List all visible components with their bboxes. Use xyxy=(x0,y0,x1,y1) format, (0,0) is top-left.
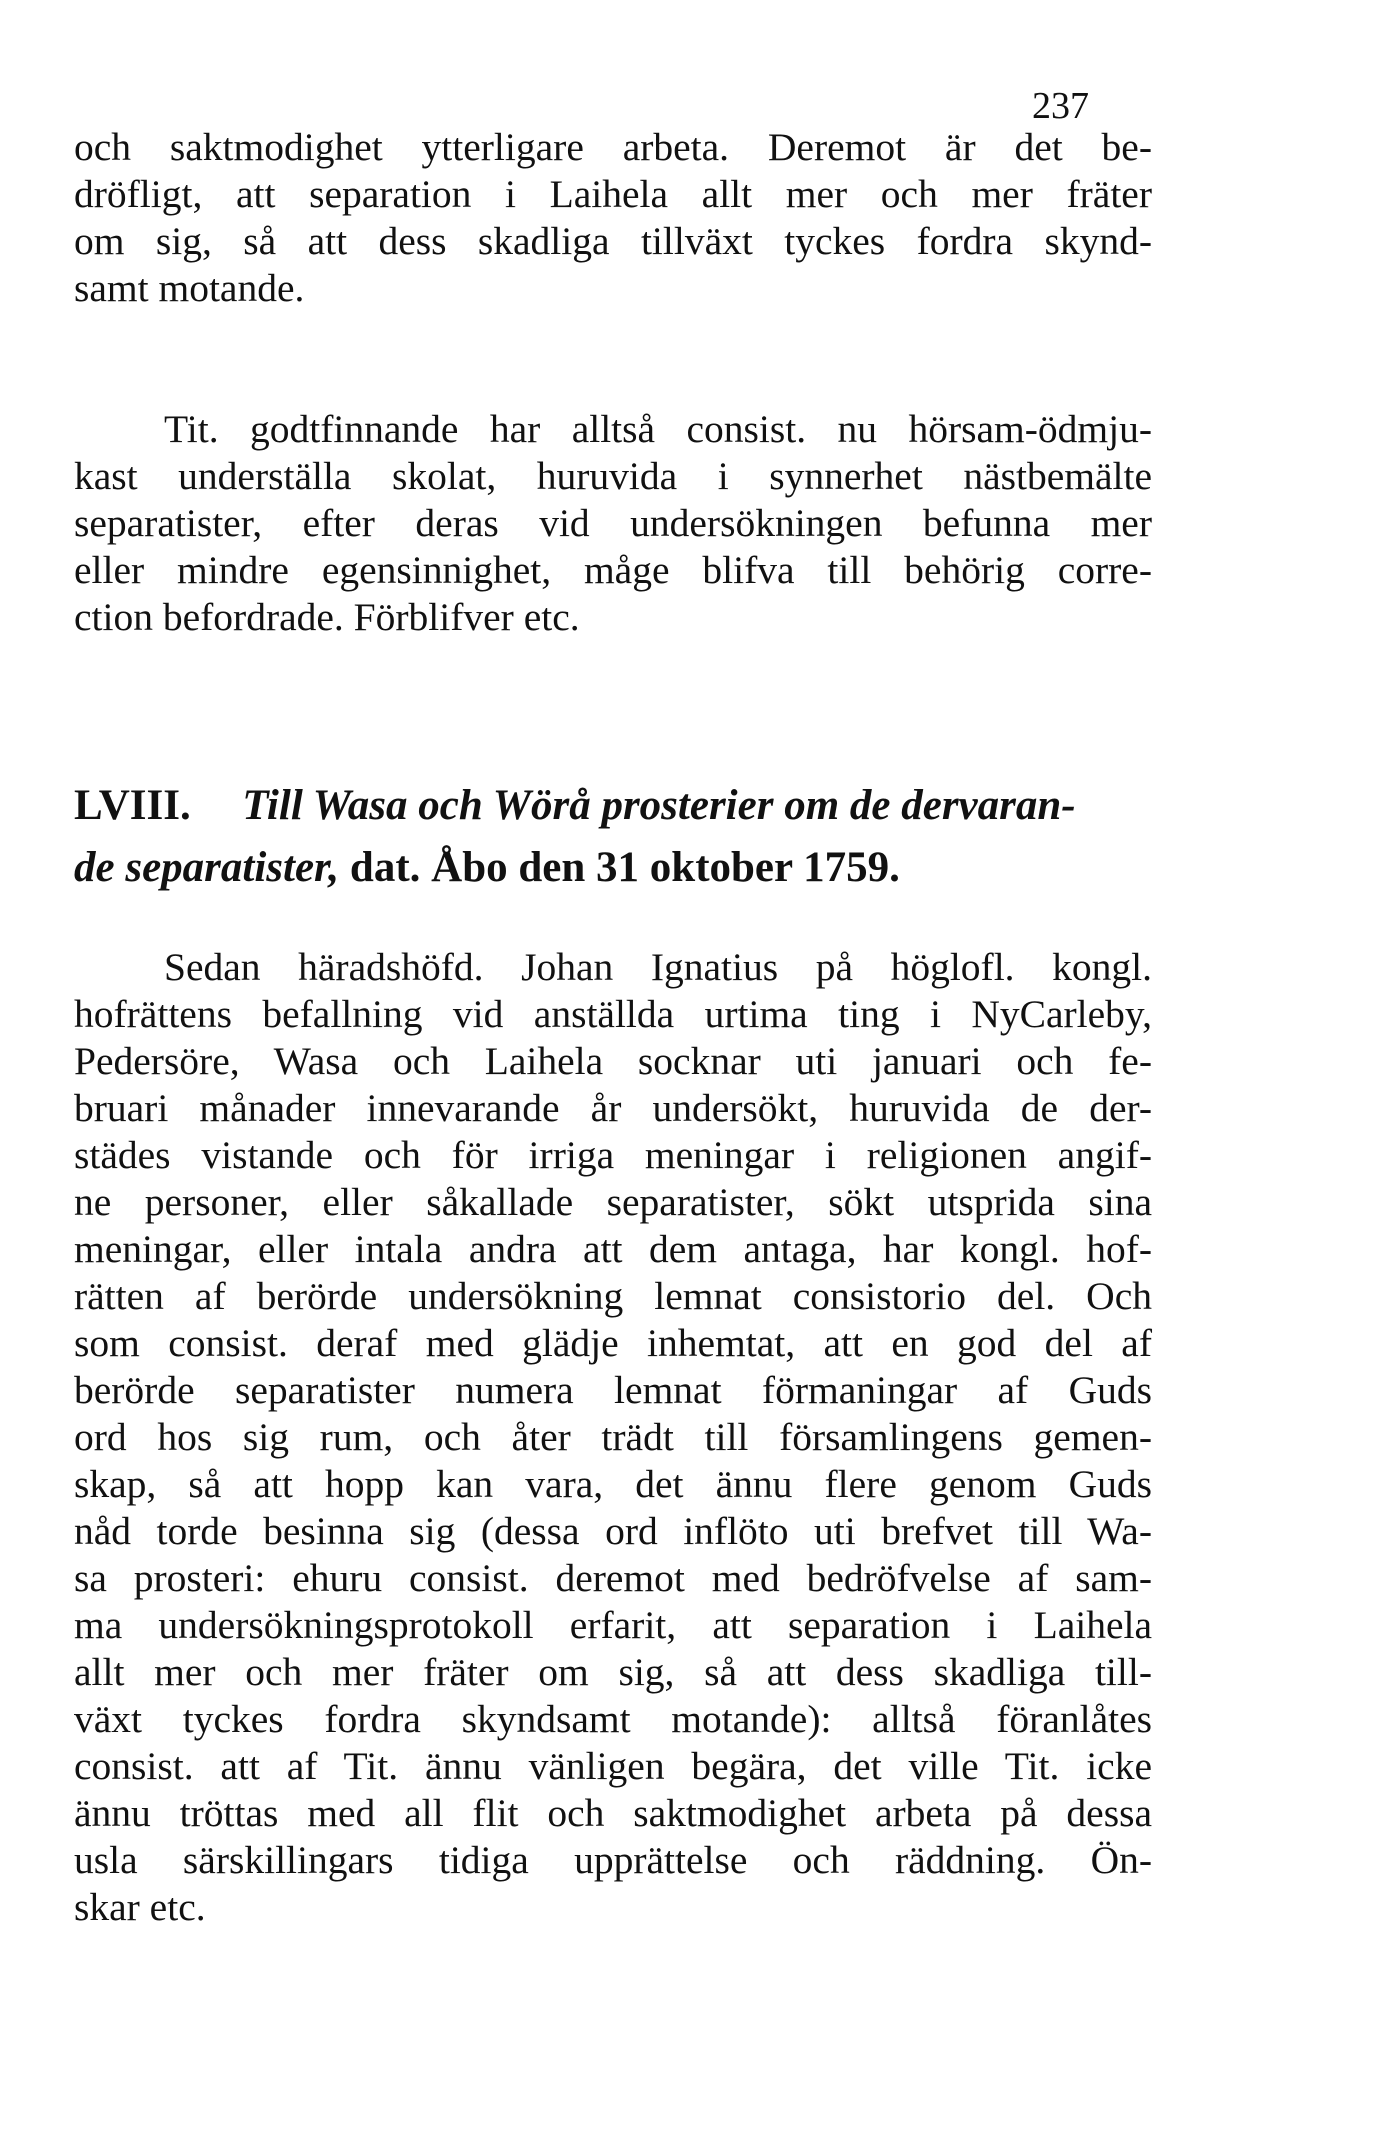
text-line: ne personer, eller såkallade separatister, sökt utsprida sina xyxy=(74,1180,1152,1224)
section-heading-line-1 xyxy=(74,780,1152,832)
text-line: städes vistande och för irriga meningar i religionen angif- xyxy=(74,1133,1152,1177)
text-line: usla särskillingars tidiga upprättelse och räddning. Ön- xyxy=(74,1838,1152,1882)
text-line: consist. att af Tit. ännu vänligen begära, det ville Tit. icke xyxy=(74,1744,1152,1788)
text-line: ction befordrade. Förblifver etc. xyxy=(74,595,580,639)
text-line: ord hos sig rum, och åter trädt till församlingens gemen- xyxy=(74,1415,1152,1459)
text-line: Pedersöre, Wasa och Laihela socknar uti januari och fe- xyxy=(74,1039,1152,1083)
text-line: skar etc. xyxy=(74,1885,206,1929)
text-line: växt tyckes fordra skyndsamt motande): alltså föranlåtes xyxy=(74,1697,1152,1741)
text-line: skap, så att hopp kan vara, det ännu flere genom Guds xyxy=(74,1462,1152,1506)
paragraph-2 xyxy=(74,406,1152,641)
text-line: separatister, efter deras vid undersökningen befunna mer xyxy=(74,501,1152,545)
paragraph-3 xyxy=(74,944,1152,1931)
text-line: dröfligt, att separation i Laihela allt mer och mer fräter xyxy=(74,172,1152,216)
section-title-line-1: Till Wasa och Wörå prosterier om de dervaran- xyxy=(242,782,1076,829)
text-line: nåd torde besinna sig (dessa ord inflöto uti brefvet till Wa- xyxy=(74,1509,1152,1553)
section-title-italic-part: de separatister, xyxy=(74,844,340,891)
text-line: som consist. deraf med glädje inhemtat, att en god del af xyxy=(74,1321,1152,1365)
text-line: sa prosteri: ehuru consist. deremot med bedröfvelse af sam- xyxy=(74,1556,1152,1600)
text-line: meningar, eller intala andra att dem antaga, har kongl. hof- xyxy=(74,1227,1152,1271)
text-line: bruari månader innevarande år undersökt, huruvida de der- xyxy=(74,1086,1152,1130)
text-line: kast underställa skolat, huruvida i synnerhet nästbemälte xyxy=(74,454,1152,498)
text-line: Sedan häradshöfd. Johan Ignatius på höglofl. kongl. xyxy=(164,945,1152,989)
text-line: om sig, så att dess skadliga tillväxt tyckes fordra skynd- xyxy=(74,219,1152,263)
section-title-date: dat. Åbo den 31 oktober 1759. xyxy=(349,844,900,891)
section-heading-line-2 xyxy=(74,842,1152,894)
page-number: 237 xyxy=(1032,85,1089,127)
text-line: hofrättens befallning vid anställda urtima ting i NyCarleby, xyxy=(74,992,1152,1036)
text-line: allt mer och mer fräter om sig, så att dess skadliga till- xyxy=(74,1650,1152,1694)
text-line: och saktmodighet ytterligare arbeta. Deremot är det be- xyxy=(74,125,1152,169)
text-line: berörde separatister numera lemnat förmaningar af Guds xyxy=(74,1368,1152,1412)
text-line: ännu tröttas med all flit och saktmodighet arbeta på dessa xyxy=(74,1791,1152,1835)
text-line: eller mindre egensinnighet, måge blifva till behörig corre- xyxy=(74,548,1152,592)
text-line: rätten af berörde undersökning lemnat consistorio del. Och xyxy=(74,1274,1152,1318)
text-line: samt motande. xyxy=(74,266,305,310)
text-line: Tit. godtfinnande har alltså consist. nu hörsam-ödmju- xyxy=(164,407,1152,451)
section-number: LVIII. xyxy=(74,782,191,829)
text-line: ma undersökningsprotokoll erfarit, att separation i Laihela xyxy=(74,1603,1152,1647)
paragraph-1 xyxy=(74,124,1152,312)
